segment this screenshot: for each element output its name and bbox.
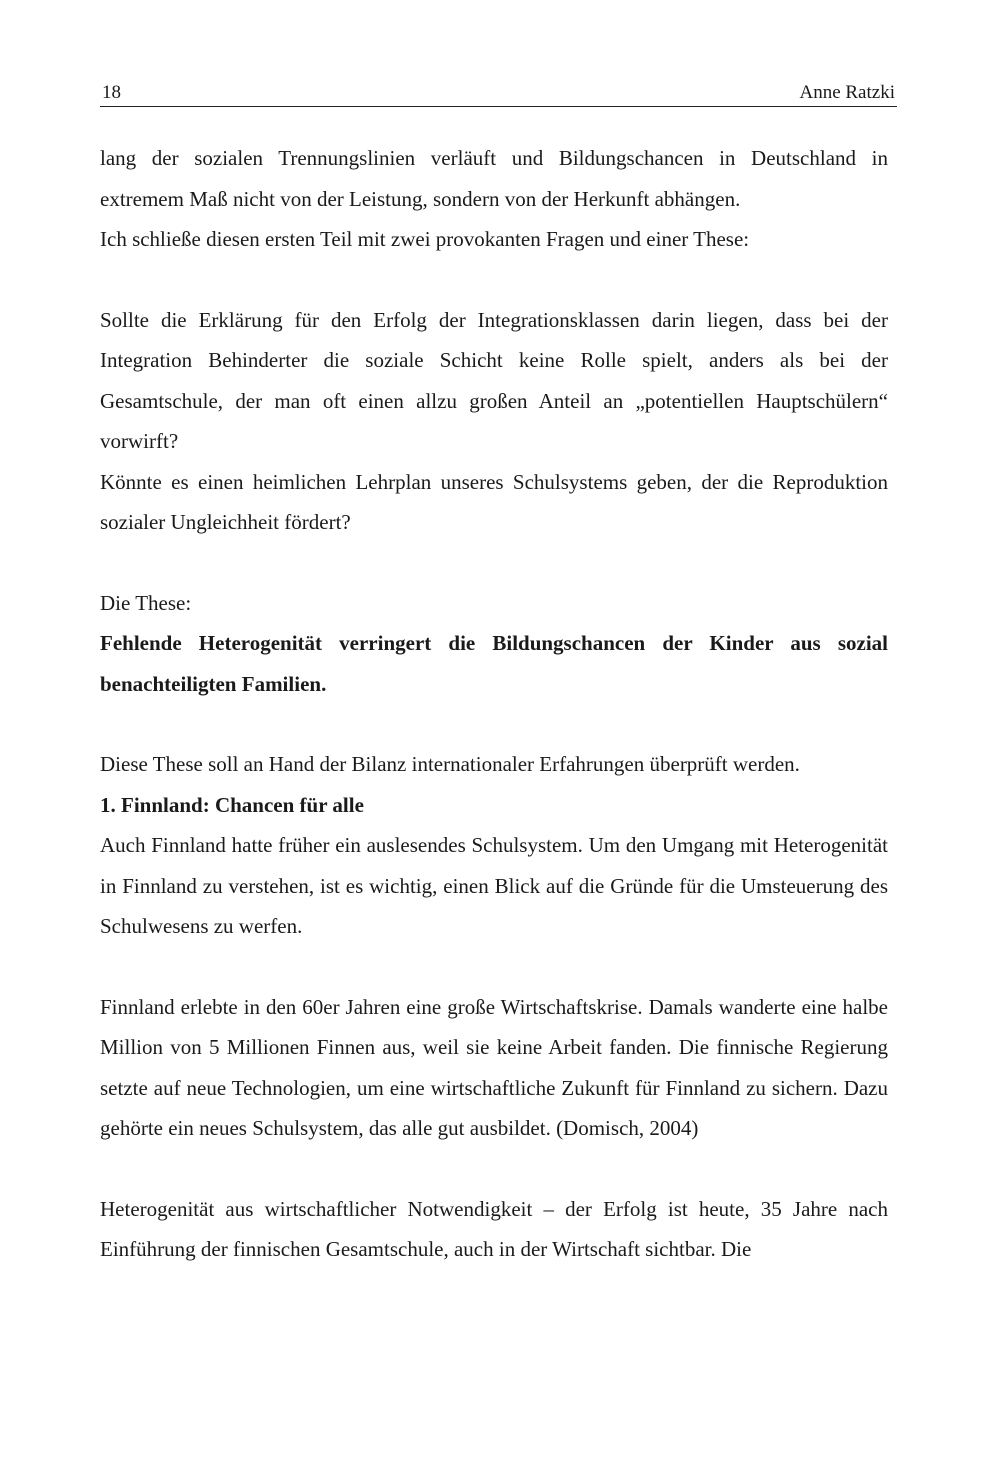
spacer bbox=[100, 543, 888, 583]
paragraph: lang der sozialen Trennungslinien verläuft und Bildungschancen in Deutschland in bbox=[100, 146, 888, 170]
paragraph: Ich schließe diesen ersten Teil mit zwei provokanten Fragen und einer These: bbox=[100, 227, 750, 251]
body-text bbox=[100, 138, 888, 1270]
running-head-author: Anne Ratzki bbox=[799, 82, 895, 103]
spacer bbox=[100, 947, 888, 987]
spacer bbox=[100, 1149, 888, 1189]
paragraph: extremem Maß nicht von der Leistung, sondern von der Herkunft abhängen. bbox=[100, 186, 741, 211]
spacer bbox=[100, 704, 888, 744]
question-1: Sollte die Erklärung für den Erfolg der Integrationsklassen darin liegen, dass bei der Integration Behinderter die soziale Schicht keine Rolle spielt, anders als bei der Gesamtschule, der man oft einen allzu großen Anteil an „potentiellen Hauptschülern“ vorwirft? bbox=[100, 307, 888, 453]
question-2: Könnte es einen heimlichen Lehrplan unseres Schulsystems geben, der die Reproduktion sozialer Ungleichheit fördert? bbox=[100, 469, 888, 534]
spacer bbox=[100, 260, 888, 300]
these-label: Die These: bbox=[100, 590, 192, 615]
section-heading: 1. Finnland: Chancen für alle bbox=[100, 792, 364, 817]
paragraph: Heterogenität aus wirtschaftlicher Notwendigkeit – der Erfolg ist heute, 35 Jahre nach Einführung der finnischen Gesamtschule, auch in der Wirtschaft sichtbar. Die bbox=[100, 1196, 888, 1261]
paragraph: Finnland erlebte in den 60er Jahren eine große Wirtschaftskrise. Damals wanderte eine halbe Million von 5 Millionen Finnen aus, weil sie keine Arbeit fanden. Die finnische Regierung setzte auf neue Technologien, um eine wirtschaftliche Zukunft für Finnland zu sichern. Dazu gehörte ein neues Schulsystem, das alle gut ausbildet. (Domisch, 2004) bbox=[100, 994, 888, 1140]
paragraph: Auch Finnland hatte früher ein auslesendes Schulsystem. Um den Umgang mit Heterogenität in Finnland zu verstehen, ist es wichtig, einen Blick auf die Gründe für die Umsteuerung des Schulwesens zu werfen. bbox=[100, 833, 888, 938]
page-number: 18 bbox=[102, 82, 121, 103]
paragraph: Diese These soll an Hand der Bilanz internationaler Erfahrungen überprüft werden. bbox=[100, 752, 800, 776]
page-header bbox=[100, 78, 897, 107]
these-statement: Fehlende Heterogenität verringert die Bildungschancen der Kinder aus sozial benachteiligten Familien. bbox=[100, 631, 888, 696]
